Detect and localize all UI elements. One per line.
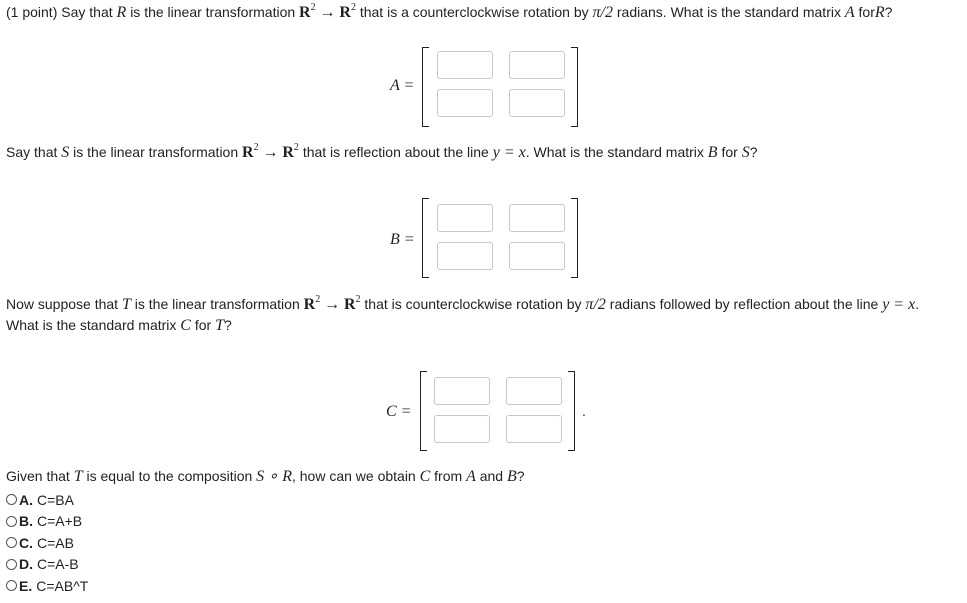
line-equation: y = x [492,144,526,161]
text-fragment: Now suppose that [6,296,119,312]
reals-symbol: R [282,144,294,161]
matrix-A-label: A = [390,77,415,94]
left-bracket [420,371,427,451]
matrix-B-cell-12[interactable] [509,204,565,232]
text-fragment: is the linear transformation [73,144,239,160]
question-4-text [6,466,525,487]
matrix-A-cell-11[interactable] [437,51,493,79]
text-fragment: ? [749,144,758,160]
text-fragment: ? [224,317,232,333]
choice-B[interactable] [6,511,88,533]
matrix-A-cell-22[interactable] [509,89,565,117]
matrix-B-cell-22[interactable] [509,242,565,270]
exponent: 2 [253,142,259,153]
text-fragment: . [915,296,920,312]
radio-button[interactable] [6,516,17,527]
text-fragment: is the linear transformation [134,296,300,312]
radio-button[interactable] [6,494,17,505]
exponent: 2 [350,2,356,13]
reals-symbol: R [339,4,351,21]
choice-text: C=A-B [37,556,79,573]
line-equation: y = x [882,296,916,313]
answer-choices [6,489,88,597]
var-T: T [215,317,224,334]
question-3-text [6,294,919,315]
text-fragment: that is counterclockwise rotation by [364,296,582,312]
var-C: C [180,317,191,334]
right-bracket [571,47,578,127]
text-fragment: is equal to the composition [86,468,253,484]
matrix-A-cell-12[interactable] [509,51,565,79]
question-3-text-line2 [6,315,232,336]
question-1-text [6,2,892,23]
reals-symbol: R [343,296,356,313]
exponent: 2 [293,142,299,153]
matrix-A-cell-21[interactable] [437,89,493,117]
text-fragment: for [721,144,738,160]
text-fragment: that is reflection about the line [302,144,489,160]
choice-letter: D. [19,556,33,573]
text-fragment: is the linear transformation [130,4,296,20]
text-fragment: radians. What is the standard matrix [616,4,841,20]
var-R: R [116,4,127,21]
choice-letter: A. [19,491,33,508]
var-A: A [466,468,476,485]
left-bracket [422,47,429,127]
reals-symbol: R [299,4,311,21]
choice-letter: E. [19,577,33,594]
var-T: T [73,468,83,485]
arrow-symbol: → [262,144,279,161]
matrix-C-cell-12[interactable] [506,377,562,405]
text-fragment: Say that [61,4,113,20]
choice-text: C=BA [37,491,74,508]
choice-text: C=AB [37,534,74,551]
text-fragment: Say that [6,144,58,160]
var-C: C [419,468,431,485]
choice-A[interactable] [6,489,88,511]
text-fragment: from [434,468,463,484]
arrow-symbol: → [324,296,341,313]
radio-button[interactable] [6,580,17,591]
composition-expression: S ∘ R [256,468,292,485]
var-A: A [844,4,855,21]
text-fragment: ? [516,468,525,484]
matrix-C-cell-11[interactable] [434,377,490,405]
arrow-symbol: → [319,4,336,21]
var-S: S [741,144,750,161]
exponent: 2 [315,294,321,305]
reals-symbol: R [303,296,316,313]
exponent: 2 [310,2,316,13]
reals-symbol: R [242,144,254,161]
exponent: 2 [355,294,361,305]
text-fragment: , how can we obtain [291,468,416,484]
text-fragment: that is a counterclockwise rotation by [359,4,589,20]
choice-C[interactable] [6,532,88,554]
right-bracket [568,371,575,451]
choice-D[interactable] [6,554,88,576]
choice-E[interactable] [6,575,88,597]
var-T: T [121,296,131,313]
radio-button[interactable] [6,559,17,570]
question-2-text [6,142,758,163]
matrix-B-label: B = [390,231,415,248]
text-fragment: and [479,468,504,484]
matrix-C-cell-21[interactable] [434,415,490,443]
text-fragment: ? [884,4,893,20]
angle-value: π/2 [592,4,613,21]
text-fragment: for [194,317,212,333]
matrix-B-cell-11[interactable] [437,204,493,232]
matrix-C-label: C = [386,403,412,420]
matrix-C-cell-22[interactable] [506,415,562,443]
matrix-B-cell-21[interactable] [437,242,493,270]
points-label: (1 point) [6,4,58,20]
choice-letter: B. [19,513,33,530]
var-S: S [61,144,70,161]
angle-value: π/2 [585,296,606,313]
var-B: B [506,468,517,485]
left-bracket [422,198,429,278]
right-bracket [571,198,578,278]
matrix-period: . [582,403,586,419]
text-fragment: Given that [6,468,70,484]
choice-letter: C. [19,534,33,551]
choice-text: C=A+B [37,513,83,530]
text-fragment: for [858,4,875,20]
var-R: R [874,4,885,21]
text-fragment: What is the standard matrix [6,317,177,333]
text-fragment: radians followed by reflection about the line [609,296,879,312]
text-fragment: . What is the standard matrix [525,144,704,160]
choice-text: C=AB^T [36,577,89,594]
var-B: B [707,144,718,161]
radio-button[interactable] [6,537,17,548]
